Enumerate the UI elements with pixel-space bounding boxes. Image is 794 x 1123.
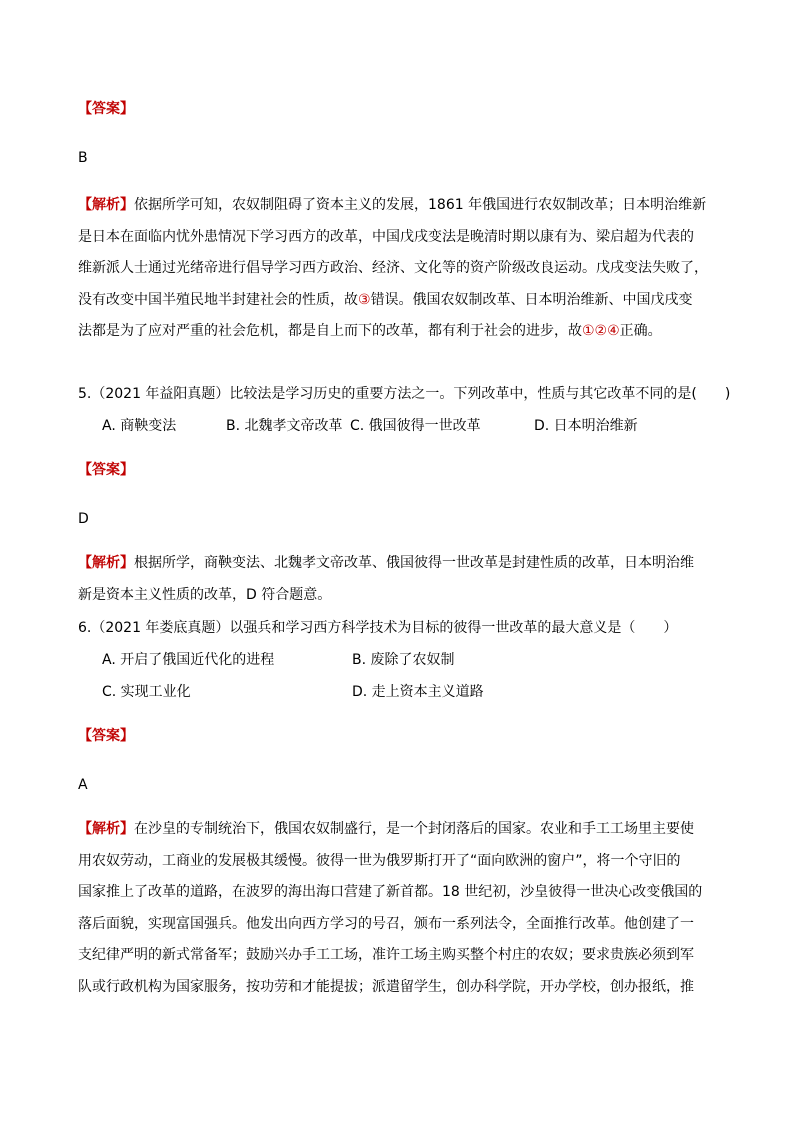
analysis-line: 用农奴劳动，工商业的发展极其缓慢。彼得一世为俄罗斯打开了“面向欧洲的窗户”，将一个守旧的	[78, 853, 681, 869]
analysis-line: 没有改变中国半殖民地半封建社会的性质，故③错误。俄国农奴制改革、日本明治维新、中国戊戌变	[78, 292, 693, 308]
option-b: B. 废除了农奴制	[352, 652, 455, 668]
analysis-line: 队或行政机构为国家服务，按功劳和才能提拔；派遣留学生，创办科学院，开办学校，创办报纸，推	[78, 979, 694, 995]
option-c: C. 俄国彼得一世改革	[350, 418, 481, 434]
analysis-line: 国家推上了改革的道路，在波罗的海出海口营建了新首都。18 世纪初，沙皇彼得一世决心改变俄国的	[78, 884, 703, 900]
answer-heading: 【答案】	[78, 101, 134, 117]
answer-value: B	[78, 150, 88, 166]
analysis-heading: 【解析】	[78, 197, 134, 213]
answer-heading: 【答案】	[78, 728, 134, 744]
question-stem: 5.（2021 年益阳真题）比较法是学习历史的重要方法之一。下列改革中，性质与其它改革不同的是( )	[78, 386, 731, 402]
analysis-line: 【解析】在沙皇的专制统治下，俄国农奴制盛行，是一个封闭落后的国家。农业和手工工场里主要使	[78, 821, 694, 837]
analysis-heading: 【解析】	[78, 555, 134, 571]
option-c: C. 实现工业化	[102, 684, 191, 700]
analysis-line: 支纪律严明的新式常备军；鼓励兴办手工工场，准许工场主购买整个村庄的农奴；要求贵族必须到军	[78, 947, 694, 963]
analysis-line: 落后面貌，实现富国强兵。他发出向西方学习的号召，颁布一系列法令，全面推行改革。他创建了一	[78, 916, 694, 932]
analysis-line: 法都是为了应对严重的社会危机，都是自上而下的改革，都有利于社会的进步，故①②④正确。	[78, 323, 662, 339]
answer-heading: 【答案】	[78, 462, 134, 478]
analysis-line: 是日本在面临内忧外患情况下学习西方的改革，中国戊戌变法是晚清时期以康有为、梁启超为代表的	[78, 229, 694, 245]
analysis-line: 【解析】根据所学，商鞅变法、北魏孝文帝改革、俄国彼得一世改革是封建性质的改革，日本明治维	[78, 555, 694, 571]
analysis-heading: 【解析】	[78, 821, 134, 837]
analysis-line: 新是资本主义性质的改革，D 符合题意。	[78, 587, 332, 603]
option-d: D. 走上资本主义道路	[352, 684, 484, 700]
option-a: A. 商鞅变法	[102, 418, 177, 434]
right-mark: ①②④	[582, 323, 620, 339]
option-a: A. 开启了俄国近代化的进程	[102, 652, 275, 668]
wrong-mark: ③	[358, 292, 371, 308]
answer-value: D	[78, 511, 89, 527]
option-d: D. 日本明治维新	[534, 418, 638, 434]
analysis-line: 【解析】依据所学可知，农奴制阻碍了资本主义的发展，1861 年俄国进行农奴制改革；日本明治维新	[78, 197, 707, 213]
analysis-line: 维新派人士通过光绪帝进行倡导学习西方政治、经济、文化等的资产阶级改良运动。戊戌变法失败了，	[78, 260, 708, 276]
answer-value: A	[78, 777, 88, 793]
question-stem: 6.（2021 年娄底真题）以强兵和学习西方科学技术为目标的彼得一世改革的最大意义是（ ）	[78, 620, 678, 636]
option-b: B. 北魏孝文帝改革	[226, 418, 343, 434]
